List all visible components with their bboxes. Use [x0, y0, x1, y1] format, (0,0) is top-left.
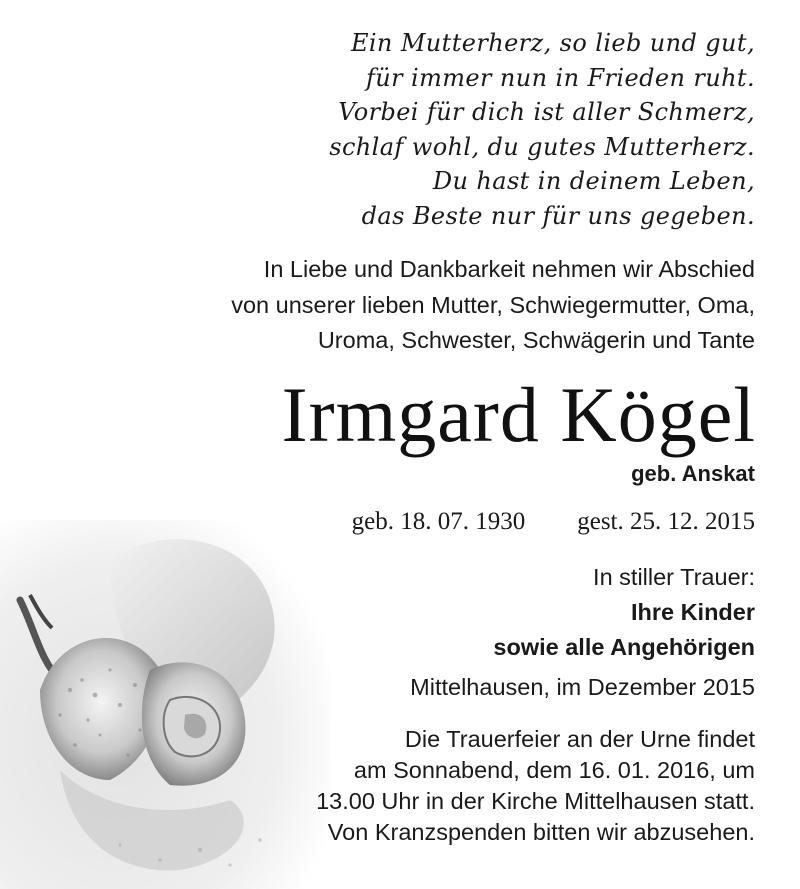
- farewell-line: Uroma, Schwester, Schwägerin und Tante: [317, 327, 755, 353]
- death-date: gest. 25. 12. 2015: [577, 508, 755, 535]
- life-dates: [260, 508, 755, 536]
- mourners: [493, 560, 755, 665]
- poem-line: Du hast in deinem Leben,: [432, 167, 755, 195]
- poem-line: Vorbei für dich ist aller Schmerz,: [338, 98, 755, 126]
- poem-line: für immer nun in Frieden ruht.: [365, 63, 755, 92]
- poem-line: das Beste nur für uns gegeben.: [361, 201, 755, 230]
- notice-line: 13.00 Uhr in der Kirche Mittelhausen statt.: [316, 788, 755, 814]
- place-date: Mittelhausen, im Dezember 2015: [410, 674, 755, 700]
- maiden-name: geb. Anskat: [631, 461, 755, 486]
- deceased-name: Irmgard Kögel: [281, 371, 756, 458]
- farewell-line: von unserer lieben Mutter, Schwiegermutter, Oma,: [231, 291, 755, 318]
- farewell-text: [231, 252, 755, 359]
- mourners-relatives: sowie alle Angehörigen: [493, 634, 755, 660]
- birth-date: geb. 18. 07. 1930: [351, 508, 526, 535]
- mourners-intro: In stiller Trauer:: [593, 564, 755, 590]
- notice-line: Die Trauerfeier an der Urne findet: [404, 726, 755, 752]
- notice-line: am Sonnabend, dem 16. 01. 2016, um: [353, 757, 755, 783]
- poem-line: schlaf wohl, du gutes Mutterherz.: [329, 132, 755, 161]
- farewell-line: In Liebe und Dankbarkeit nehmen wir Abschied: [263, 256, 755, 282]
- poem-line: Ein Mutterherz, so lieb und gut,: [350, 29, 755, 57]
- funeral-notice: [316, 724, 755, 848]
- poem: [329, 26, 755, 233]
- notice-line: Von Kranzspenden bitten wir abzusehen.: [327, 819, 755, 845]
- rose-icon: [0, 520, 330, 889]
- mourners-children: Ihre Kinder: [630, 599, 755, 625]
